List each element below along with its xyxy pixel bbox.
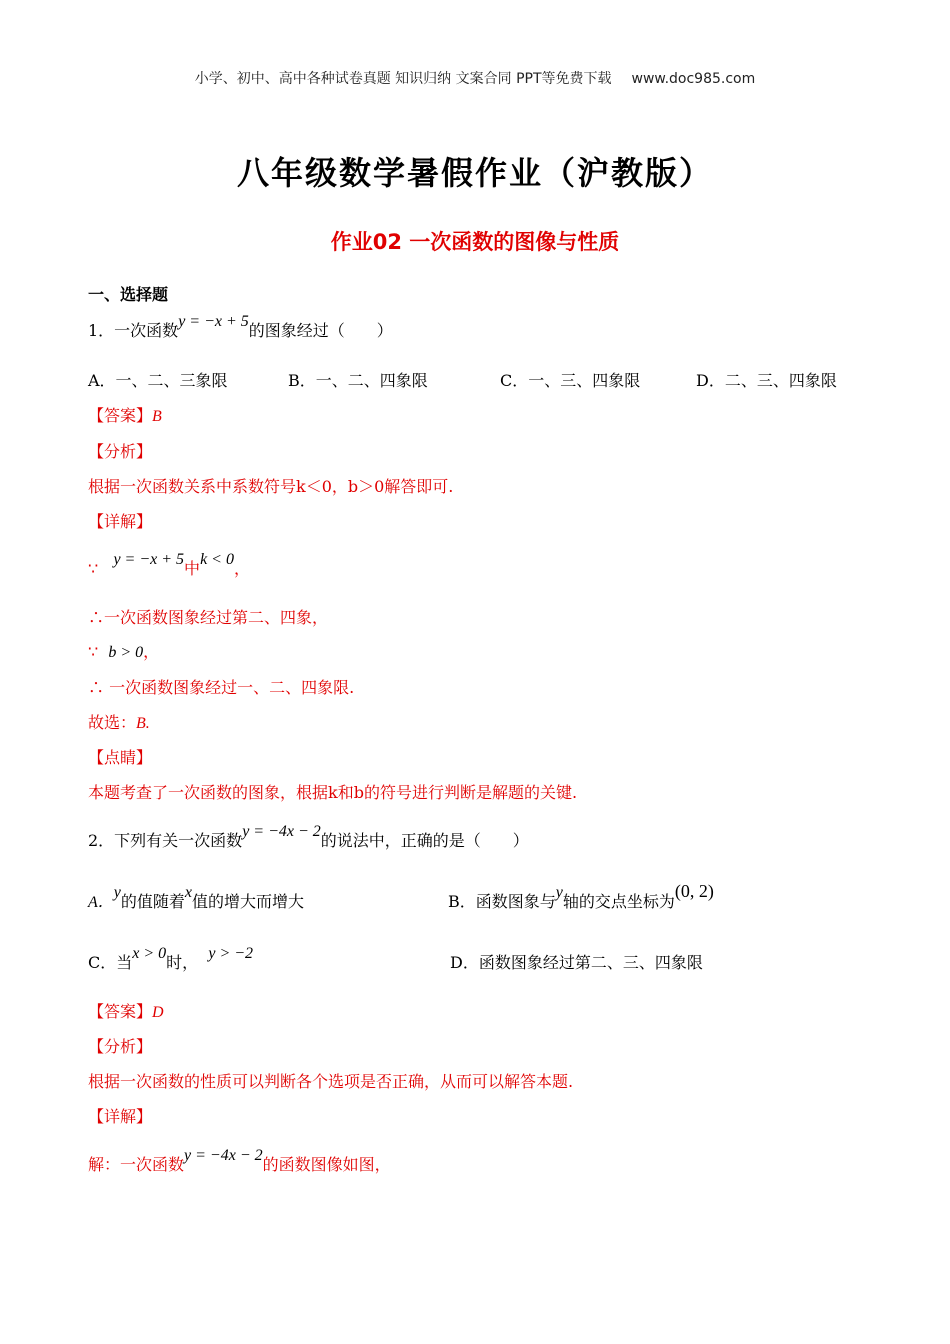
- q1-answer: 【答案】B: [88, 406, 162, 425]
- q1-detail-line4: ∴ 一次函数图象经过一、二、四象限.: [88, 678, 355, 697]
- q1-detail-line3: ∵ b > 0，: [88, 642, 160, 661]
- q1-stem: 1．一次函数y = −x + 5的图象经过（ ）: [88, 313, 393, 340]
- q1-formula: y = −x + 5: [178, 313, 249, 330]
- q2-formula: y = −4x − 2: [242, 823, 321, 840]
- q1-detail-line1: ∵ y = −x + 5中k < 0，: [88, 551, 250, 578]
- q2-detail-line1: 解：一次函数y = −4x − 2的函数图像如图，: [88, 1147, 391, 1174]
- q1-choice: 故选：B.: [88, 713, 150, 732]
- q1-analysis-label: 【分析】: [88, 442, 153, 461]
- q1-option-a: A．一、二、三象限: [88, 371, 228, 390]
- q2-option-b: B．函数图象与y轴的交点坐标为(0, 2): [448, 881, 714, 911]
- q1-option-b: B．一、二、四象限: [288, 371, 428, 390]
- q1-point-label: 【点睛】: [88, 748, 153, 767]
- q2-answer: 【答案】D: [88, 1002, 164, 1021]
- page-header: [0, 68, 950, 88]
- header-text: 小学、初中、高中各种试卷真题 知识归纳 文案合同 PPT等免费下载: [194, 71, 612, 87]
- q2-detail-label: 【详解】: [88, 1107, 153, 1126]
- page-title: 八年级数学暑假作业（沪教版）: [236, 154, 713, 192]
- q2-option-d: D．函数图象经过第二、三、四象限: [450, 953, 703, 972]
- q1-option-c: C．一、三、四象限: [500, 371, 641, 390]
- section-heading: 一、选择题: [88, 285, 169, 304]
- q2-option-c: C．当x > 0时， y > −2: [88, 945, 254, 972]
- q2-option-a: A．y的值随着x值的增大而增大: [88, 884, 305, 911]
- q1-detail-label: 【详解】: [88, 512, 153, 531]
- q2-analysis-label: 【分析】: [88, 1037, 153, 1056]
- q2-stem: 2．下列有关一次函数y = −4x − 2的说法中，正确的是（ ）: [88, 823, 529, 850]
- page-subtitle: 作业02 一次函数的图像与性质: [330, 230, 620, 254]
- q1-option-d: D．二、三、四象限: [696, 371, 837, 390]
- q1-point: 本题考查了一次函数的图象，根据k和b的符号进行判断是解题的关键.: [88, 783, 578, 802]
- q1-detail-line2: ∴一次函数图象经过第二、四象，: [88, 608, 329, 627]
- q1-analysis: 根据一次函数关系中系数符号k＜0，b＞0解答即可.: [88, 477, 454, 496]
- q2-analysis: 根据一次函数的性质可以判断各个选项是否正确，从而可以解答本题.: [88, 1072, 574, 1091]
- header-url[interactable]: www.doc985.com: [631, 71, 756, 87]
